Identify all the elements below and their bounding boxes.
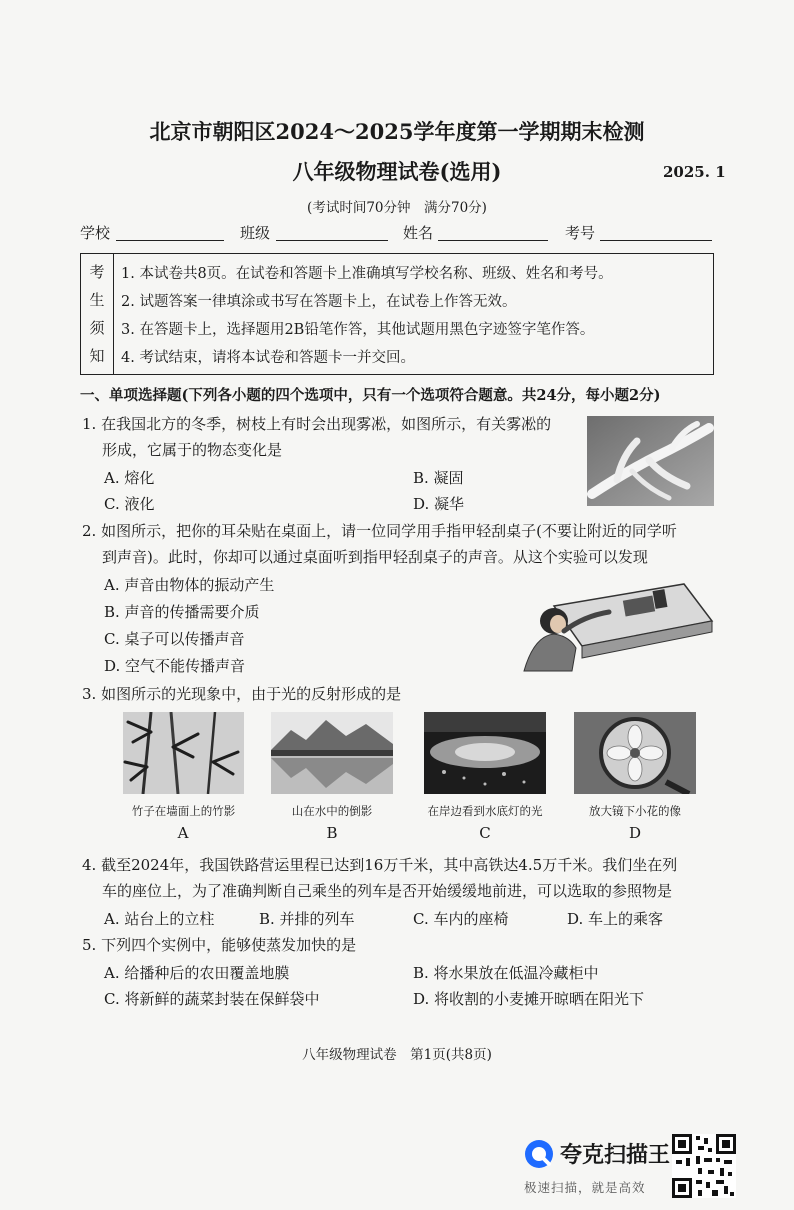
question-5-option-d: D. 将收割的小麦摊开晾晒在阳光下 [413,990,645,1008]
underwater-light-image [424,712,546,794]
paper-subtitle: 八年级物理试卷(选用) [292,159,502,184]
exam-no-field[interactable] [600,222,712,241]
qr-code-icon[interactable] [672,1134,736,1198]
image-letter-c: C [479,824,491,842]
question-4-stem: 4. 截至2024年，我国铁路营运里程已达到16万千米，其中高铁达4.5万千米。我们坐在列 [82,856,678,874]
question-1-option-a: A. 熔化 [104,469,155,487]
question-4-option-d: D. 车上的乘客 [567,910,664,928]
exam-date: 2025. 1 [663,163,726,181]
question-2-option-d: D. 空气不能传播声音 [104,657,246,675]
section-heading: 一、单项选择题(下列各小题的四个选项中，只有一个选项符合题意。共24分，每小题2分) [80,387,661,404]
watermark-brand: 夸克扫描王 [560,1143,671,1168]
exam-notice-box [80,253,714,375]
watermark-slogan: 极速扫描，就是高效 [524,1180,646,1195]
notice-side-char: 知 [89,347,105,365]
exam-no-label: 考号 [565,224,596,242]
question-4-option-b: B. 并排的列车 [259,910,355,928]
magnifier-flower-image [574,712,696,794]
notice-item: 3. 在答题卡上，选择题用2B铅笔作答，其他试题用黑色字迹签字笔作答。 [121,322,595,338]
image-letter-d: D [628,824,642,842]
image-caption-c: 在岸边看到水底灯的光 [427,804,543,818]
question-1-option-b: B. 凝固 [413,469,464,487]
question-1-option-d: D. 凝华 [413,495,465,513]
page-footer: 八年级物理试卷 第1页(共8页) [302,1047,492,1063]
school-field[interactable] [116,222,224,241]
question-2-option-c: C. 桌子可以传播声音 [104,630,245,648]
bamboo-shadow-image [123,712,244,794]
question-1-stem-cont: 形成，它属于的物态变化是 [102,441,283,459]
notice-side-char: 须 [89,319,105,337]
notice-side-char: 生 [89,291,105,309]
question-5-stem: 5. 下列四个实例中，能够使蒸发加快的是 [82,936,357,954]
notice-side-char: 考 [89,263,105,281]
mountain-reflection-image [271,712,393,794]
question-2-stem-cont: 到声音)。此时，你却可以通过桌面听到指甲轻刮桌子的声音。从这个实验可以发现 [102,548,648,566]
question-4-option-a: A. 站台上的立柱 [104,910,215,928]
class-field[interactable] [276,222,388,241]
image-caption-b: 山在水中的倒影 [291,804,373,818]
class-label: 班级 [240,224,271,242]
question-2-stem: 2. 如图所示，把你的耳朵贴在桌面上，请一位同学用手指甲轻刮桌子(不要让附近的同学听 [82,522,677,540]
notice-item: 1. 本试卷共8页。在试卷和答题卡上准确填写学校名称、班级、姓名和考号。 [121,266,613,282]
image-caption-a: 竹子在墙面上的竹影 [131,804,236,818]
image-caption-d: 放大镜下小花的像 [589,804,681,818]
question-2-option-a: A. 声音由物体的振动产生 [104,576,275,594]
question-4-stem-cont: 车的座位上，为了准确判断自己乘坐的列车是否开始缓缓地前进，可以选取的参照物是 [102,882,673,900]
image-letter-a: A [177,824,189,842]
quark-logo-icon [523,1138,555,1170]
question-5-option-c: C. 将新鲜的蔬菜封装在保鲜袋中 [104,990,320,1008]
exam-info: (考试时间70分钟 满分70分) [307,200,487,216]
question-4-option-c: C. 车内的座椅 [413,910,509,928]
question-3-stem: 3. 如图所示的光现象中，由于光的反射形成的是 [82,685,402,703]
page-title: 北京市朝阳区2024～2025学年度第一学期期末检测 [149,119,645,144]
question-1-stem: 1. 在我国北方的冬季，树枝上有时会出现雾凇，如图所示，有关雾凇的 [82,415,552,433]
name-label: 姓名 [403,224,434,242]
question-5-option-a: A. 给播种后的农田覆盖地膜 [104,964,290,982]
notice-item: 4. 考试结束，请将本试卷和答题卡一并交回。 [121,350,415,366]
notice-item: 2. 试题答案一律填涂或书写在答题卡上，在试卷上作答无效。 [121,294,517,310]
question-5-option-b: B. 将水果放在低温冷藏柜中 [413,964,599,982]
question-1-option-c: C. 液化 [104,495,155,513]
ear-on-desk-image [514,576,714,676]
notice-side-column [81,254,114,374]
rime-branch-image [587,416,714,506]
name-field[interactable] [438,222,548,241]
image-letter-b: B [326,824,338,842]
school-label: 学校 [80,224,111,242]
question-2-option-b: B. 声音的传播需要介质 [104,603,260,621]
